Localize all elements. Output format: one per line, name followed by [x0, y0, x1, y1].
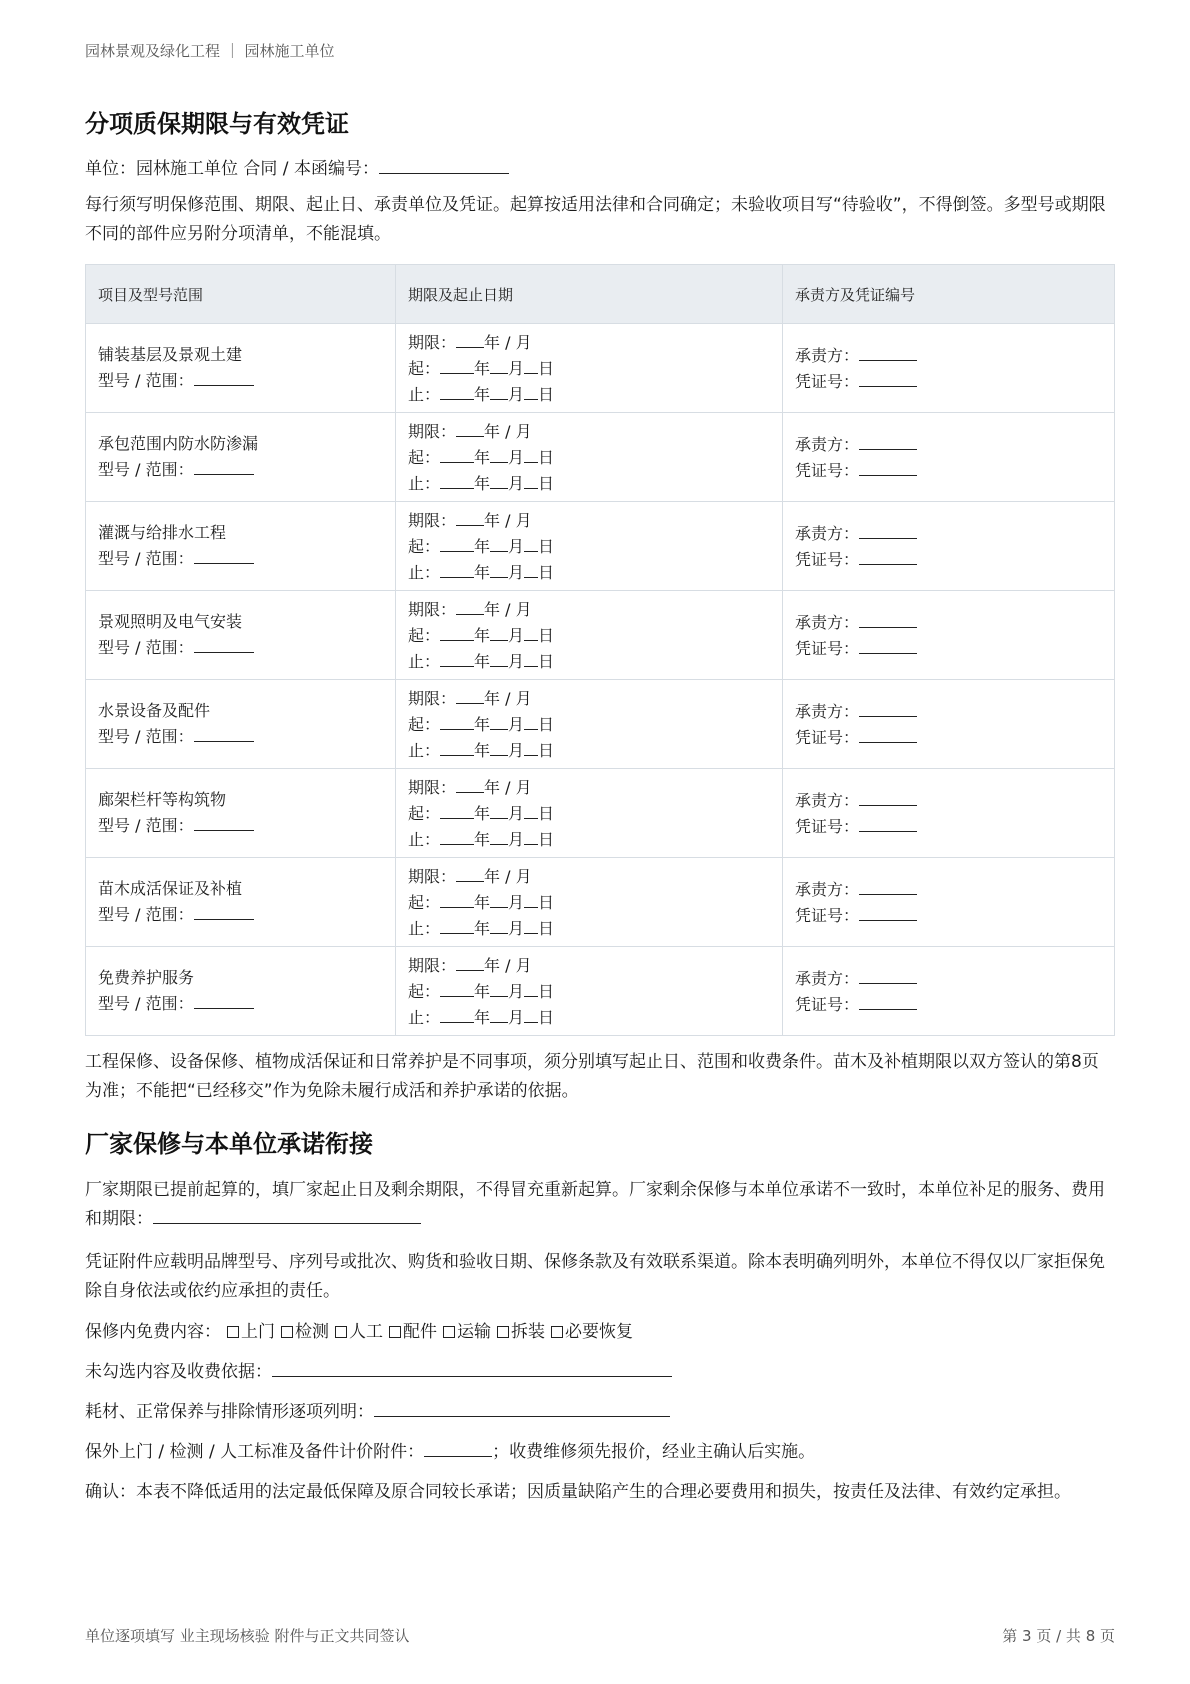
- year-label: 年: [474, 804, 491, 823]
- period-label: 期限：: [408, 333, 457, 352]
- start-day-field[interactable]: [524, 533, 538, 552]
- item-cell: [86, 947, 396, 1036]
- fee-label: 保外上门 / 检测 / 人工标准及备件计价附件：: [85, 1442, 425, 1462]
- party-label: 承责方：: [795, 791, 860, 810]
- item-name: 景观照明及电气安装: [98, 612, 243, 631]
- running-header: 园林景观及绿化工程 ｜ 园林施工单位: [85, 42, 335, 60]
- day-label: 日: [538, 919, 555, 938]
- section-intro: 每行须写明保修范围、期限、起止日、承责单位及凭证。起算按适用法律和合同确定；未验收项目写“待验收”，不得倒签。多型号或期限不同的部件应另附分项清单，不能混填。: [85, 195, 1106, 244]
- start-year-field[interactable]: [440, 444, 474, 463]
- item-cell: [86, 324, 396, 413]
- party-cell: [783, 591, 1115, 680]
- confirmation-paragraph: 确认：本表不降低适用的法定最低保障及原合同较长承诺；因质量缺陷产生的合理必要费用和损失，按责任及法律、有效约定承担。: [85, 1482, 1071, 1502]
- end-year-field[interactable]: [440, 737, 474, 756]
- item-cell: [86, 858, 396, 947]
- start-day-field[interactable]: [524, 800, 538, 819]
- party-label: 承责方：: [795, 346, 860, 365]
- end-day-field[interactable]: [524, 470, 538, 489]
- start-month-field[interactable]: [490, 889, 508, 908]
- free-items-line: [85, 1318, 1115, 1347]
- period-cell: [396, 591, 783, 680]
- party-field[interactable]: [859, 342, 917, 361]
- voucher-field[interactable]: [859, 902, 917, 921]
- month-label: 月: [508, 652, 525, 671]
- section-title-warranty-periods: 分项质保期限与有效凭证: [85, 110, 349, 138]
- checkbox-label: 检测: [295, 1322, 329, 1342]
- party-cell: [783, 502, 1115, 591]
- end-year-field[interactable]: [440, 648, 474, 667]
- party-field[interactable]: [859, 965, 917, 984]
- fee-attachment-field[interactable]: [424, 1438, 492, 1457]
- party-label: 承责方：: [795, 969, 860, 988]
- period-cell: [396, 324, 783, 413]
- model-field[interactable]: [194, 367, 254, 386]
- period-label: 期限：: [408, 689, 457, 708]
- table-row: [86, 858, 1115, 947]
- voucher-label: 凭证号：: [795, 995, 860, 1014]
- fee-tail: ；收费维修须先报价，经业主确认后实施。: [492, 1442, 816, 1462]
- manufacturer-paragraph: [85, 1176, 1115, 1234]
- model-label: 型号 / 范围：: [98, 460, 194, 479]
- period-unit: 年 / 月: [484, 511, 532, 530]
- fee-line: [85, 1438, 1115, 1467]
- item-name: 承包范围内防水防渗漏: [98, 434, 259, 453]
- start-year-field[interactable]: [440, 533, 474, 552]
- table-row: [86, 591, 1115, 680]
- period-field[interactable]: [456, 596, 484, 615]
- table-row: [86, 769, 1115, 858]
- day-label: 日: [538, 474, 555, 493]
- month-label: 月: [508, 919, 525, 938]
- free-items-label: 保修内免费内容：: [85, 1322, 221, 1342]
- supplement-terms-field[interactable]: [153, 1205, 421, 1224]
- year-label: 年: [474, 1008, 491, 1027]
- item-name: 灌溉与给排水工程: [98, 523, 227, 542]
- month-label: 月: [508, 626, 525, 645]
- party-label: 承责方：: [795, 702, 860, 721]
- end-month-field[interactable]: [490, 648, 508, 667]
- end-day-field[interactable]: [524, 826, 538, 845]
- item-cell: [86, 680, 396, 769]
- period-cell: [396, 947, 783, 1036]
- start-label: 起：: [408, 359, 441, 378]
- model-label: 型号 / 范围：: [98, 549, 194, 568]
- start-label: 起：: [408, 804, 441, 823]
- period-label: 期限：: [408, 422, 457, 441]
- consumables-line: [85, 1398, 1115, 1427]
- day-label: 日: [538, 448, 555, 467]
- year-label: 年: [474, 359, 491, 378]
- checkbox-label: 配件: [403, 1322, 437, 1342]
- party-field[interactable]: [859, 787, 917, 806]
- section-note: 工程保修、设备保修、植物成活保证和日常养护是不同事项，须分别填写起止日、范围和收费条件。苗木及补植期限以双方签认的第8页为准；不能把“已经移交”作为免除未履行成活和养护承诺的依据。: [85, 1052, 1099, 1101]
- year-label: 年: [474, 715, 491, 734]
- model-field[interactable]: [194, 545, 254, 564]
- voucher-field[interactable]: [859, 635, 917, 654]
- year-label: 年: [474, 919, 491, 938]
- model-label: 型号 / 范围：: [98, 371, 194, 390]
- start-month-field[interactable]: [490, 711, 508, 730]
- voucher-label: 凭证号：: [795, 550, 860, 569]
- year-label: 年: [474, 741, 491, 760]
- end-label: 止：: [408, 385, 441, 404]
- month-label: 月: [508, 359, 525, 378]
- unchecked-items-line: [85, 1358, 1115, 1387]
- month-label: 月: [508, 741, 525, 760]
- free-items-options: [221, 1322, 633, 1342]
- checkbox[interactable]: [281, 1326, 293, 1338]
- period-unit: 年 / 月: [484, 956, 532, 975]
- party-cell: [783, 858, 1115, 947]
- month-label: 月: [508, 982, 525, 1001]
- voucher-field[interactable]: [859, 991, 917, 1010]
- section-title-manufacturer: 厂家保修与本单位承诺衔接: [85, 1130, 373, 1158]
- period-field[interactable]: [456, 329, 484, 348]
- period-unit: 年 / 月: [484, 689, 532, 708]
- party-field[interactable]: [859, 698, 917, 717]
- item-name: 免费养护服务: [98, 968, 195, 987]
- start-year-field[interactable]: [440, 800, 474, 819]
- checkbox-label: 拆装: [511, 1322, 545, 1342]
- month-label: 月: [508, 893, 525, 912]
- month-label: 月: [508, 537, 525, 556]
- month-label: 月: [508, 474, 525, 493]
- party-cell: [783, 947, 1115, 1036]
- checkbox[interactable]: [443, 1326, 455, 1338]
- checkbox[interactable]: [551, 1326, 563, 1338]
- year-label: 年: [474, 474, 491, 493]
- end-month-field[interactable]: [490, 470, 508, 489]
- start-year-field[interactable]: [440, 978, 474, 997]
- party-label: 承责方：: [795, 435, 860, 454]
- day-label: 日: [538, 1008, 555, 1027]
- period-unit: 年 / 月: [484, 333, 532, 352]
- day-label: 日: [538, 804, 555, 823]
- end-month-field[interactable]: [490, 915, 508, 934]
- day-label: 日: [538, 982, 555, 1001]
- party-field[interactable]: [859, 431, 917, 450]
- manufacturer-text: 厂家期限已提前起算的，填厂家起止日及剩余期限，不得冒充重新起算。厂家剩余保修与本单位承诺不一致时，本单位补足的服务、费用和期限：: [85, 1180, 1105, 1229]
- unchecked-items-label: 未勾选内容及收费依据：: [85, 1362, 272, 1382]
- month-label: 月: [508, 1008, 525, 1027]
- model-field[interactable]: [194, 723, 254, 742]
- start-label: 起：: [408, 626, 441, 645]
- end-day-field[interactable]: [524, 559, 538, 578]
- model-field[interactable]: [194, 812, 254, 831]
- day-label: 日: [538, 652, 555, 671]
- voucher-field[interactable]: [859, 368, 917, 387]
- party-label: 承责方：: [795, 524, 860, 543]
- period-field[interactable]: [456, 774, 484, 793]
- voucher-field[interactable]: [859, 813, 917, 832]
- end-label: 止：: [408, 741, 441, 760]
- day-label: 日: [538, 741, 555, 760]
- checkbox[interactable]: [227, 1326, 239, 1338]
- voucher-field[interactable]: [859, 457, 917, 476]
- consumables-field[interactable]: [374, 1398, 670, 1417]
- contract-number-field[interactable]: [379, 155, 509, 174]
- start-year-field[interactable]: [440, 622, 474, 641]
- start-year-field[interactable]: [440, 711, 474, 730]
- end-day-field[interactable]: [524, 737, 538, 756]
- checkbox[interactable]: [497, 1326, 509, 1338]
- model-label: 型号 / 范围：: [98, 638, 194, 657]
- end-label: 止：: [408, 919, 441, 938]
- period-label: 期限：: [408, 600, 457, 619]
- period-unit: 年 / 月: [484, 422, 532, 441]
- start-month-field[interactable]: [490, 978, 508, 997]
- table-row: [86, 502, 1115, 591]
- model-field[interactable]: [194, 901, 254, 920]
- year-label: 年: [474, 537, 491, 556]
- start-day-field[interactable]: [524, 889, 538, 908]
- day-label: 日: [538, 563, 555, 582]
- start-label: 起：: [408, 715, 441, 734]
- voucher-field[interactable]: [859, 724, 917, 743]
- voucher-label: 凭证号：: [795, 728, 860, 747]
- checkbox-label: 必要恢复: [565, 1322, 633, 1342]
- checkbox[interactable]: [335, 1326, 347, 1338]
- party-field[interactable]: [859, 609, 917, 628]
- voucher-label: 凭证号：: [795, 639, 860, 658]
- end-month-field[interactable]: [490, 1004, 508, 1023]
- day-label: 日: [538, 537, 555, 556]
- month-label: 月: [508, 448, 525, 467]
- end-month-field[interactable]: [490, 826, 508, 845]
- start-label: 起：: [408, 448, 441, 467]
- period-cell: [396, 413, 783, 502]
- year-label: 年: [474, 385, 491, 404]
- year-label: 年: [474, 982, 491, 1001]
- model-field[interactable]: [194, 990, 254, 1009]
- period-label: 期限：: [408, 956, 457, 975]
- footer-note: 单位逐项填写 业主现场核验 附件与正文共同签认: [85, 1627, 410, 1645]
- start-label: 起：: [408, 893, 441, 912]
- end-year-field[interactable]: [440, 826, 474, 845]
- period-label: 期限：: [408, 867, 457, 886]
- start-year-field[interactable]: [440, 889, 474, 908]
- voucher-label: 凭证号：: [795, 372, 860, 391]
- period-unit: 年 / 月: [484, 867, 532, 886]
- party-cell: [783, 413, 1115, 502]
- start-month-field[interactable]: [490, 355, 508, 374]
- year-label: 年: [474, 893, 491, 912]
- item-name: 苗木成活保证及补植: [98, 879, 243, 898]
- end-day-field[interactable]: [524, 1004, 538, 1023]
- year-label: 年: [474, 652, 491, 671]
- item-name: 廊架栏杆等构筑物: [98, 790, 227, 809]
- start-day-field[interactable]: [524, 355, 538, 374]
- model-field[interactable]: [194, 634, 254, 653]
- table-row: [86, 324, 1115, 413]
- period-label: 期限：: [408, 778, 457, 797]
- year-label: 年: [474, 448, 491, 467]
- voucher-paragraph: 凭证附件应载明品牌型号、序列号或批次、购货和验收日期、保修条款及有效联系渠道。除本表明确列明外，本单位不得仅以厂家拒保免除自身依法或依约应承担的责任。: [85, 1252, 1105, 1301]
- end-label: 止：: [408, 474, 441, 493]
- period-cell: [396, 769, 783, 858]
- item-name: 铺装基层及景观土建: [98, 345, 243, 364]
- period-field[interactable]: [456, 863, 484, 882]
- checkbox-label: 上门: [241, 1322, 275, 1342]
- period-cell: [396, 680, 783, 769]
- column-header: 项目及型号范围: [86, 265, 396, 324]
- table-row: [86, 413, 1115, 502]
- consumables-label: 耗材、正常保养与排除情形逐项列明：: [85, 1402, 374, 1422]
- checkbox[interactable]: [389, 1326, 401, 1338]
- party-label: 承责方：: [795, 613, 860, 632]
- day-label: 日: [538, 385, 555, 404]
- day-label: 日: [538, 626, 555, 645]
- item-cell: [86, 769, 396, 858]
- end-label: 止：: [408, 652, 441, 671]
- end-year-field[interactable]: [440, 915, 474, 934]
- table-row: [86, 947, 1115, 1036]
- year-label: 年: [474, 626, 491, 645]
- table-row: [86, 680, 1115, 769]
- party-cell: [783, 324, 1115, 413]
- party-cell: [783, 680, 1115, 769]
- year-label: 年: [474, 563, 491, 582]
- period-label: 期限：: [408, 511, 457, 530]
- period-field[interactable]: [456, 507, 484, 526]
- end-day-field[interactable]: [524, 648, 538, 667]
- period-unit: 年 / 月: [484, 778, 532, 797]
- period-field[interactable]: [456, 418, 484, 437]
- start-month-field[interactable]: [490, 444, 508, 463]
- unit-line-label: 单位：园林施工单位 合同 / 本函编号：: [85, 159, 379, 179]
- start-day-field[interactable]: [524, 444, 538, 463]
- end-month-field[interactable]: [490, 381, 508, 400]
- start-month-field[interactable]: [490, 800, 508, 819]
- month-label: 月: [508, 385, 525, 404]
- party-field[interactable]: [859, 876, 917, 895]
- start-day-field[interactable]: [524, 622, 538, 641]
- item-cell: [86, 591, 396, 680]
- voucher-label: 凭证号：: [795, 906, 860, 925]
- end-label: 止：: [408, 830, 441, 849]
- item-cell: [86, 413, 396, 502]
- period-field[interactable]: [456, 685, 484, 704]
- month-label: 月: [508, 715, 525, 734]
- end-year-field[interactable]: [440, 1004, 474, 1023]
- item-name: 水景设备及配件: [98, 701, 211, 720]
- period-cell: [396, 502, 783, 591]
- start-label: 起：: [408, 537, 441, 556]
- model-label: 型号 / 范围：: [98, 816, 194, 835]
- end-day-field[interactable]: [524, 915, 538, 934]
- start-label: 起：: [408, 982, 441, 1001]
- month-label: 月: [508, 563, 525, 582]
- period-field[interactable]: [456, 952, 484, 971]
- party-cell: [783, 769, 1115, 858]
- year-label: 年: [474, 830, 491, 849]
- voucher-label: 凭证号：: [795, 461, 860, 480]
- item-cell: [86, 502, 396, 591]
- table-header-row: [86, 265, 1115, 324]
- column-header: 承责方及凭证编号: [783, 265, 1115, 324]
- unit-line: [85, 155, 1115, 184]
- start-year-field[interactable]: [440, 355, 474, 374]
- checkbox-label: 运输: [457, 1322, 491, 1342]
- voucher-label: 凭证号：: [795, 817, 860, 836]
- model-label: 型号 / 范围：: [98, 905, 194, 924]
- warranty-table: [85, 264, 1115, 1036]
- day-label: 日: [538, 359, 555, 378]
- start-day-field[interactable]: [524, 711, 538, 730]
- period-unit: 年 / 月: [484, 600, 532, 619]
- end-day-field[interactable]: [524, 381, 538, 400]
- checkbox-label: 人工: [349, 1322, 383, 1342]
- end-label: 止：: [408, 1008, 441, 1027]
- month-label: 月: [508, 804, 525, 823]
- day-label: 日: [538, 715, 555, 734]
- start-day-field[interactable]: [524, 978, 538, 997]
- start-month-field[interactable]: [490, 533, 508, 552]
- voucher-field[interactable]: [859, 546, 917, 565]
- party-field[interactable]: [859, 520, 917, 539]
- end-label: 止：: [408, 563, 441, 582]
- end-month-field[interactable]: [490, 559, 508, 578]
- model-label: 型号 / 范围：: [98, 727, 194, 746]
- party-label: 承责方：: [795, 880, 860, 899]
- day-label: 日: [538, 830, 555, 849]
- model-label: 型号 / 范围：: [98, 994, 194, 1013]
- column-header: 期限及起止日期: [396, 265, 783, 324]
- day-label: 日: [538, 893, 555, 912]
- unchecked-items-field[interactable]: [272, 1358, 672, 1377]
- end-year-field[interactable]: [440, 559, 474, 578]
- start-month-field[interactable]: [490, 622, 508, 641]
- end-year-field[interactable]: [440, 381, 474, 400]
- month-label: 月: [508, 830, 525, 849]
- page-number: 第 3 页 / 共 8 页: [1002, 1627, 1115, 1645]
- end-year-field[interactable]: [440, 470, 474, 489]
- period-cell: [396, 858, 783, 947]
- end-month-field[interactable]: [490, 737, 508, 756]
- model-field[interactable]: [194, 456, 254, 475]
